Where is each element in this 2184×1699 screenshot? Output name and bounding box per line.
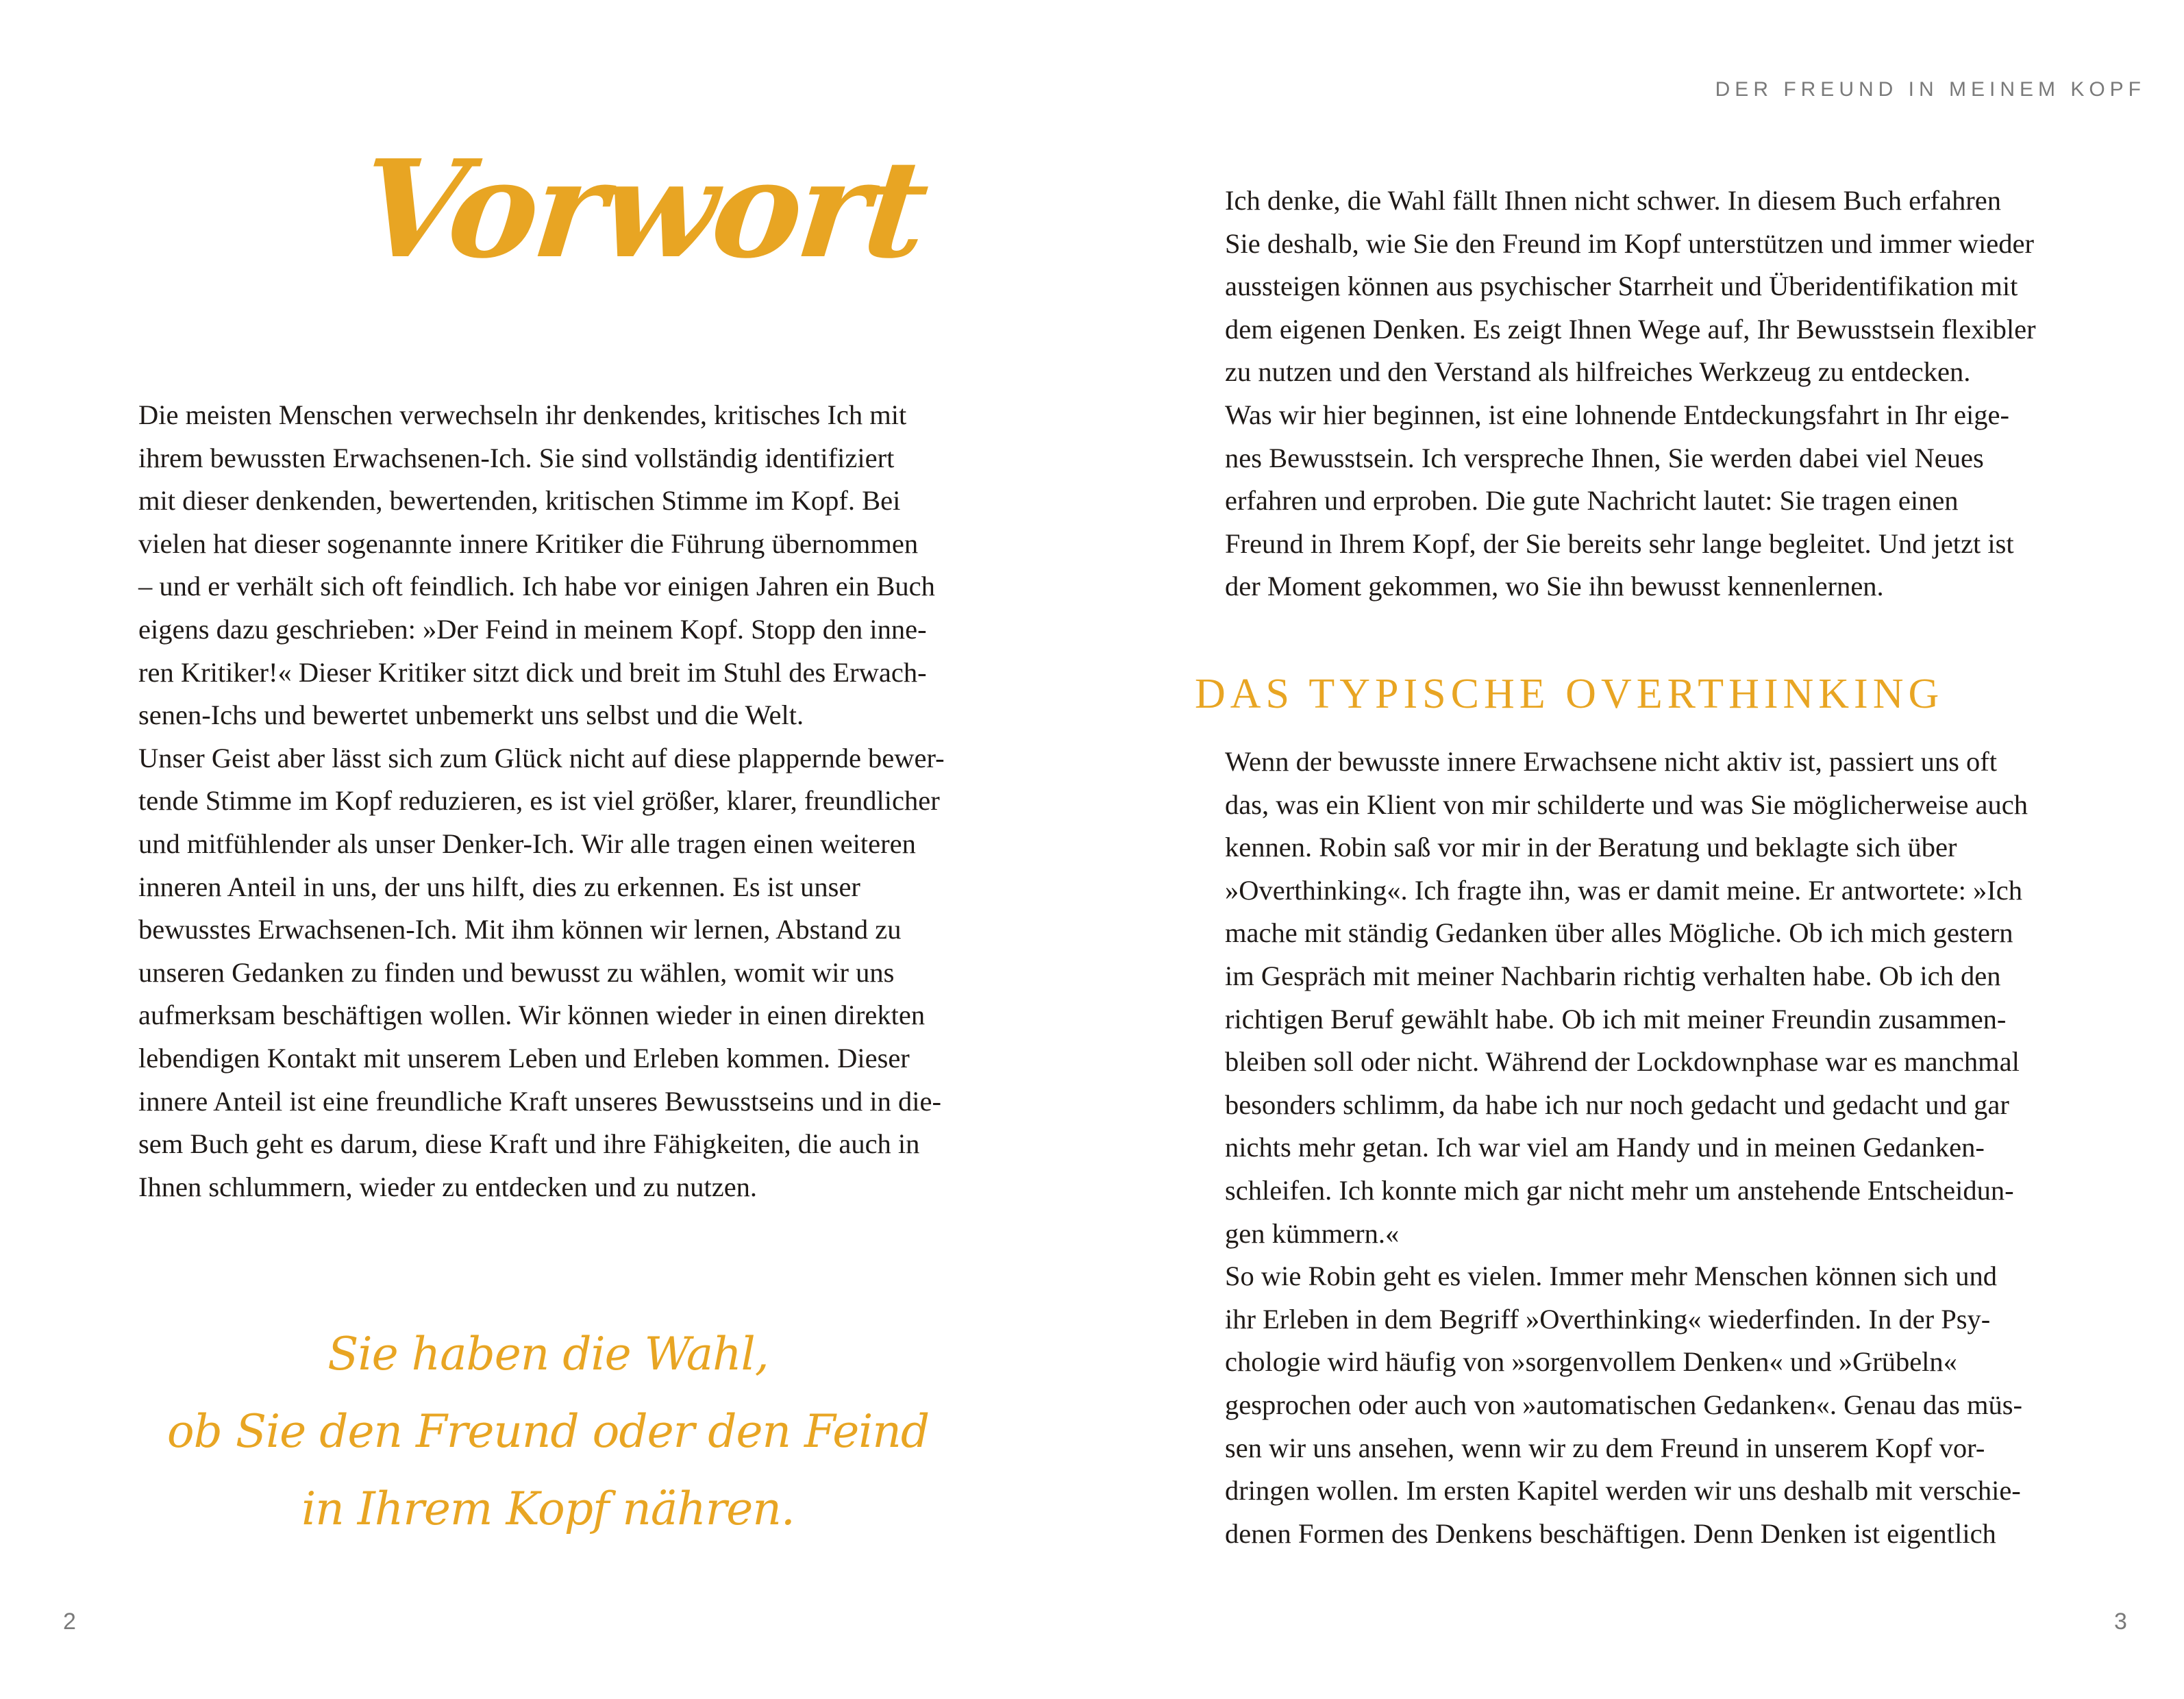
text-line: kennen. Robin saß vor mir in der Beratung und beklagte sich über	[1225, 832, 1957, 863]
text-line: aufmerksam beschäftigen wollen. Wir können wieder in einen direkten	[138, 1000, 926, 1031]
text-line: So wie Robin geht es vielen. Immer mehr Menschen können sich und	[1225, 1261, 1998, 1292]
text-line: Die meisten Menschen verwechseln ihr denkendes, kritisches Ich mit	[138, 399, 907, 430]
text-line: schleifen. Ich konnte mich gar nicht mehr um anstehende Entscheidun-	[1225, 1174, 2014, 1206]
text-line: das, was ein Klient von mir schilderte und was Sie möglicherweise auch	[1225, 789, 2028, 820]
text-line: Wenn der bewusste innere Erwachsene nicht aktiv ist, passiert uns oft	[1225, 746, 1998, 777]
text-line: in Ihrem Kopf nähren.	[301, 1483, 795, 1535]
text-line: mit dieser denkenden, bewertenden, kritischen Stimme im Kopf. Bei	[138, 485, 901, 517]
text-line: sen wir uns ansehen, wenn wir zu dem Freund in unserem Kopf vor-	[1225, 1432, 1985, 1463]
text-line: erfahren und erproben. Die gute Nachricht lautet: Sie tragen einen	[1225, 485, 1959, 517]
text-line: und mitfühlender als unser Denker-Ich. Wir alle tragen einen weiteren	[138, 828, 916, 859]
text-line: innere Anteil ist eine freundliche Kraft unseres Bewusstseins und in die-	[138, 1085, 941, 1117]
text-line: bewusstes Erwachsenen-Ich. Mit ihm können wir lernen, Abstand zu	[138, 914, 902, 945]
left-body-text	[138, 394, 945, 1208]
text-line: chologie wird häufig von »sorgenvollem Denken« und »Grübeln«	[1225, 1346, 1957, 1378]
text-line: dringen wollen. Im ersten Kapitel werden wir uns deshalb mit verschie-	[1225, 1475, 2021, 1506]
text-line: »Overthinking«. Ich fragte ihn, was er damit meine. Er antwortete: »Ich	[1225, 874, 2022, 906]
text-line: – und er verhält sich oft feindlich. Ich habe vor einigen Jahren ein Buch	[138, 571, 935, 602]
text-line: lebendigen Kontakt mit unserem Leben und Erleben kommen. Dieser	[138, 1042, 910, 1074]
text-line: Sie haben die Wahl,	[327, 1328, 769, 1380]
text-line: bleiben soll oder nicht. Während der Lockdownphase war es manchmal	[1225, 1046, 2020, 1078]
text-line: ihr Erleben in dem Begriff »Overthinking« wiederfinden. In der Psy-	[1225, 1303, 1991, 1335]
text-line: gen kümmern.«	[1225, 1217, 1400, 1249]
text-line: Ihnen schlummern, wieder zu entdecken und zu nutzen.	[138, 1171, 758, 1202]
text-line: vielen hat dieser sogenannte innere Kritiker die Führung übernommen	[138, 528, 919, 559]
text-line: Was wir hier beginnen, ist eine lohnende Entdeckungsfahrt in Ihr eige-	[1225, 399, 2009, 430]
text-line: ren Kritiker!« Dieser Kritiker sitzt dick und breit im Stuhl des Erwach-	[138, 656, 927, 688]
text-line: sem Buch geht es darum, diese Kraft und ihre Fähigkeiten, die auch in	[138, 1128, 920, 1160]
right-page	[1092, 0, 2184, 1699]
text-line: nichts mehr getan. Ich war viel am Handy und in meinen Gedanken-	[1225, 1132, 1985, 1163]
chapter-title: Vorwort	[353, 131, 932, 288]
text-line: denen Formen des Denkens beschäftigen. Denn Denken ist eigentlich	[1225, 1517, 1996, 1549]
text-line: im Gespräch mit meiner Nachbarin richtig verhalten habe. Ob ich den	[1225, 960, 2001, 991]
text-line: eigens dazu geschrieben: »Der Feind in meinem Kopf. Stopp den inne-	[138, 613, 927, 645]
text-line: senen-Ichs und bewertet unbemerkt uns selbst und die Welt.	[138, 699, 804, 731]
pull-quote	[120, 1315, 976, 1548]
right-body-text-section	[1225, 741, 2028, 1555]
page-number-right: 3	[2114, 1609, 2127, 1635]
text-line: ihrem bewussten Erwachsenen-Ich. Sie sind vollständig identifiziert	[138, 442, 895, 473]
page-number-left: 2	[63, 1609, 76, 1635]
text-line: nes Bewusstsein. Ich verspreche Ihnen, Sie werden dabei viel Neues	[1225, 442, 1984, 473]
text-line: tende Stimme im Kopf reduzieren, es ist viel größer, klarer, freundlicher	[138, 785, 940, 817]
text-line: der Moment gekommen, wo Sie ihn bewusst kennenlernen.	[1225, 571, 1884, 602]
right-body-text-top	[1225, 179, 2036, 608]
text-line: Unser Geist aber lässt sich zum Glück nicht auf diese plappernde bewer-	[138, 742, 945, 773]
text-line: richtigen Beruf gewählt habe. Ob ich mit meiner Freundin zusammen-	[1225, 1003, 2007, 1034]
section-heading: DAS TYPISCHE OVERTHINKING	[1195, 671, 1944, 717]
text-line: dem eigenen Denken. Es zeigt Ihnen Wege auf, Ihr Bewusstsein flexibler	[1225, 313, 2036, 345]
running-head: DER FREUND IN MEINEM KOPF	[1715, 78, 2146, 101]
text-line: aussteigen können aus psychischer Starrheit und Überidentifikation mit	[1225, 271, 2018, 302]
text-line: Sie deshalb, wie Sie den Freund im Kopf unterstützen und immer wieder	[1225, 227, 2034, 259]
text-line: gesprochen oder auch von »automatischen Gedanken«. Genau das müs-	[1225, 1389, 2022, 1420]
text-line: ob Sie den Freund oder den Feind	[166, 1405, 930, 1458]
text-line: Ich denke, die Wahl fällt Ihnen nicht schwer. In diesem Buch erfahren	[1225, 185, 2001, 216]
text-line: inneren Anteil in uns, der uns hilft, dies zu erkennen. Es ist unser	[138, 871, 860, 902]
text-line: Freund in Ihrem Kopf, der Sie bereits sehr lange begleitet. Und jetzt ist	[1225, 528, 2014, 559]
text-line: unseren Gedanken zu finden und bewusst zu wählen, womit wir uns	[138, 956, 895, 988]
text-line: besonders schlimm, da habe ich nur noch gedacht und gedacht und gar	[1225, 1089, 2009, 1120]
text-line: zu nutzen und den Verstand als hilfreiches Werkzeug zu entdecken.	[1225, 356, 1971, 388]
text-line: mache mit ständig Gedanken über alles Mögliche. Ob ich mich gestern	[1225, 917, 2013, 949]
